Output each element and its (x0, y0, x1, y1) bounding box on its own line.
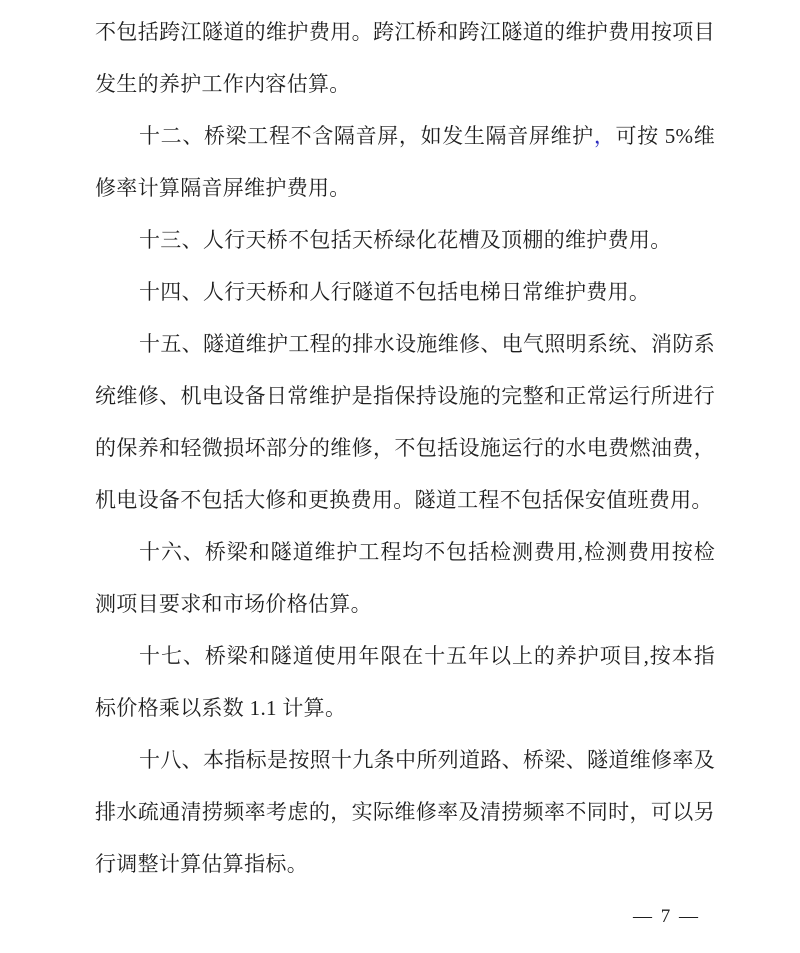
paragraph-item-17: 十七、桥梁和隧道使用年限在十五年以上的养护项目,按本指标价格乘以系数 1.1 计算。 (95, 644, 715, 720)
paragraph-continuation: 不包括跨江隧道的维护费用。跨江桥和跨江隧道的维护费用按项目发生的养护工作内容估算。 (95, 20, 715, 96)
page-number: — 7 — (633, 906, 700, 927)
paragraph-item-16: 十六、桥梁和隧道维护工程均不包括检测费用,检测费用按检测项目要求和市场价格估算。 (95, 540, 715, 616)
paragraph-item-13: 十三、人行天桥不包括天桥绿化花槽及顶棚的维护费用。 (139, 228, 672, 252)
paragraph-item-18: 十八、本指标是按照十九条中所列道路、桥梁、隧道维修率及排水疏通清捞频率考虑的，实际维修率及清捞频率不同时，可以另行调整计算估算指标。 (95, 748, 715, 876)
item-12-text-part2: 可按 5%维修率计算隔音屏维护费用。 (95, 124, 715, 200)
paragraph-item-15: 十五、隧道维护工程的排水设施维修、电气照明系统、消防系统维修、机电设备日常维护是指保持设施的完整和正常运行所进行的保养和轻微损坏部分的维修，不包括设施运行的水电费燃油费，机电设备不包括大修和更换费用。隧道工程不包括保安值班费用。 (95, 332, 715, 512)
body-text (95, 6, 715, 890)
item-12-blue-comma: ， (593, 124, 616, 148)
paragraph-item-12 (95, 110, 715, 214)
item-12-text-part1: 十二、桥梁工程不含隔音屏，如发生隔音屏维护 (139, 124, 594, 148)
paragraph-item-14: 十四、人行天桥和人行隧道不包括电梯日常维护费用。 (139, 280, 651, 304)
